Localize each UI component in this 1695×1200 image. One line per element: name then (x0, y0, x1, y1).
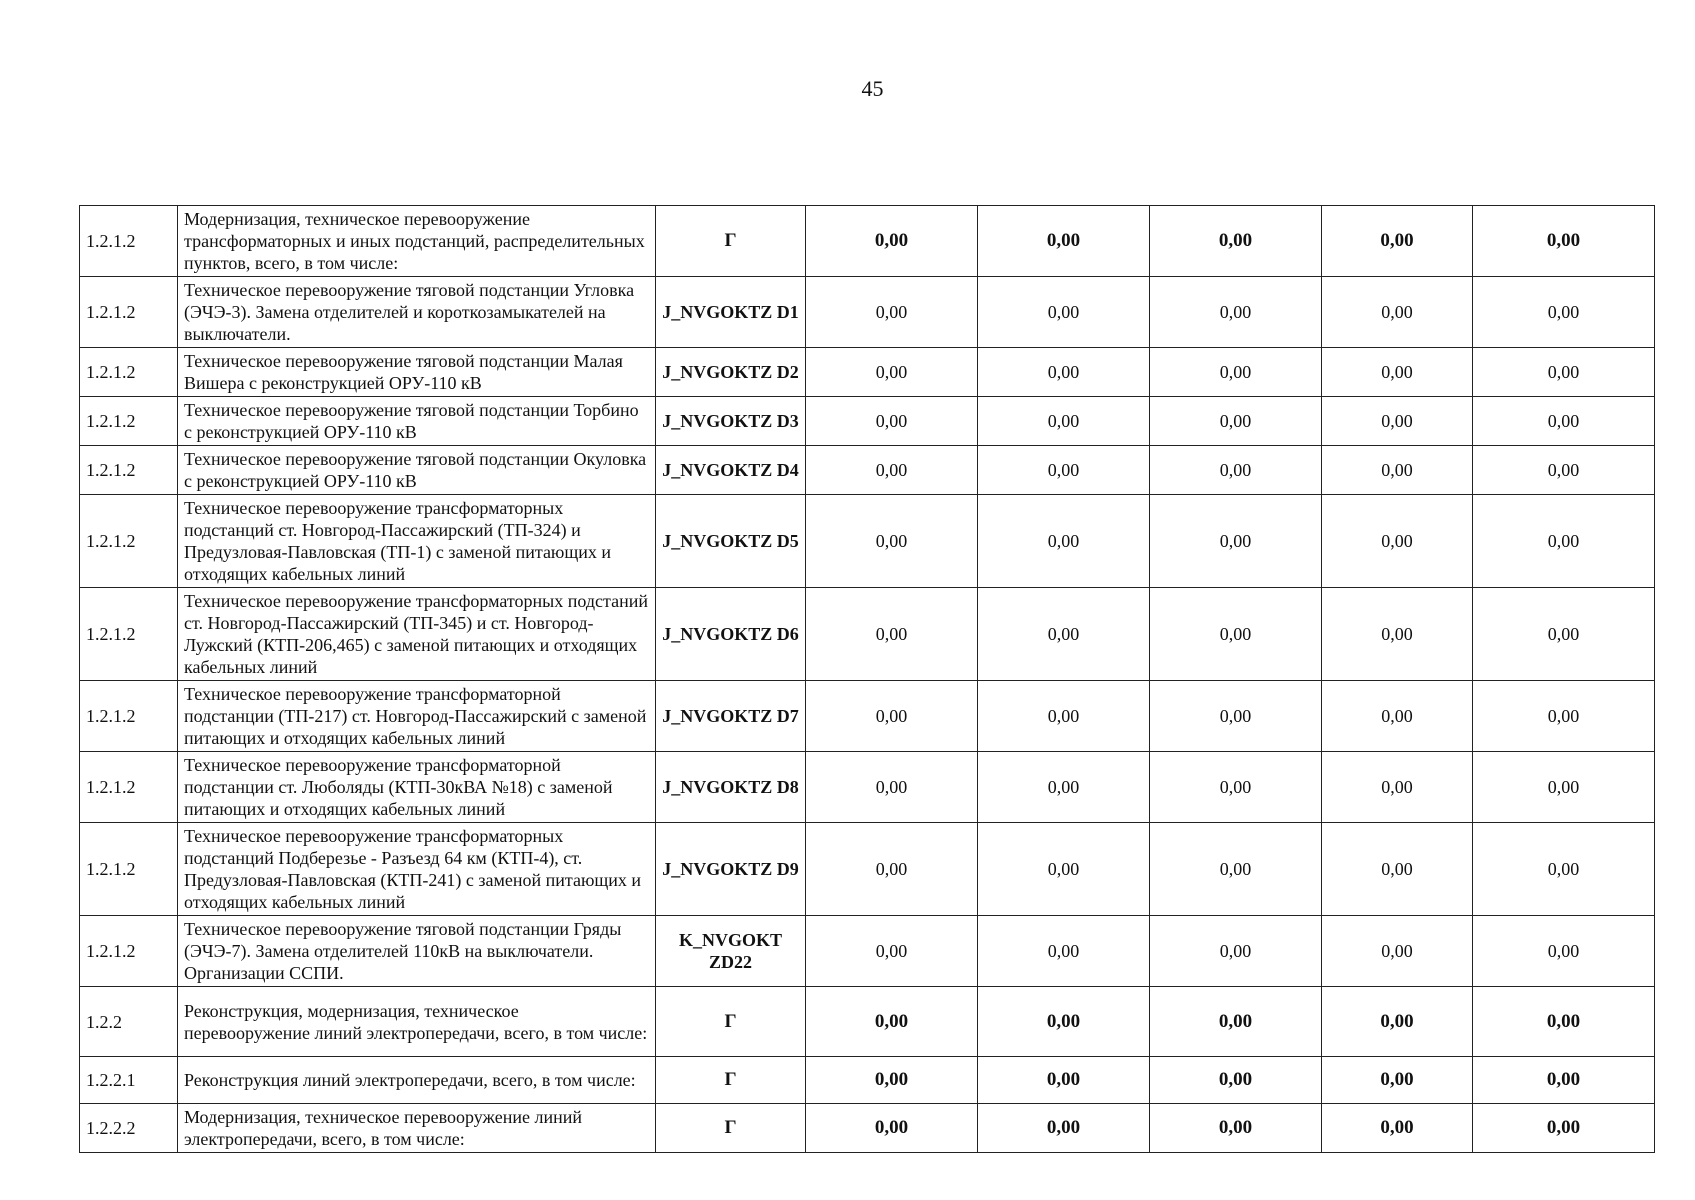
row-value-3: 0,00 (1150, 206, 1322, 277)
table-row (80, 206, 1655, 277)
row-value-2: 0,00 (978, 206, 1150, 277)
row-value-1: 0,00 (806, 987, 978, 1057)
table-row (80, 823, 1655, 916)
row-identifier: J_NVGOKTZ D7 (656, 681, 806, 752)
table-row (80, 752, 1655, 823)
row-value-1: 0,00 (806, 916, 978, 987)
row-value-3: 0,00 (1150, 681, 1322, 752)
row-value-1: 0,00 (806, 588, 978, 681)
row-value-4: 0,00 (1322, 277, 1473, 348)
row-description: Реконструкция линий электропередачи, всего, в том числе: (178, 1057, 656, 1104)
row-description: Модернизация, техническое перевооружение трансформаторных и иных подстанций, распределительных пунктов, всего, в том числе: (178, 206, 656, 277)
row-identifier: Г (656, 1057, 806, 1104)
table-row (80, 916, 1655, 987)
row-value-3: 0,00 (1150, 277, 1322, 348)
row-value-1: 0,00 (806, 1104, 978, 1153)
row-description: Техническое перевооружение тяговой подстанции Торбино с реконструкцией ОРУ-110 кВ (178, 397, 656, 446)
row-description: Техническое перевооружение трансформаторной подстанции ст. Люболяды (КТП-30кВА №18) с заменой питающих и отходящих кабельных линий (178, 752, 656, 823)
table-row (80, 1057, 1655, 1104)
row-value-1: 0,00 (806, 681, 978, 752)
row-value-4: 0,00 (1322, 823, 1473, 916)
row-value-4: 0,00 (1322, 397, 1473, 446)
row-code: 1.2.1.2 (80, 681, 178, 752)
row-value-5: 0,00 (1473, 752, 1655, 823)
row-value-2: 0,00 (978, 397, 1150, 446)
row-value-4: 0,00 (1322, 752, 1473, 823)
row-identifier: Г (656, 987, 806, 1057)
row-value-5: 0,00 (1473, 277, 1655, 348)
row-identifier: Г (656, 1104, 806, 1153)
row-identifier: J_NVGOKTZ D3 (656, 397, 806, 446)
row-value-4: 0,00 (1322, 1057, 1473, 1104)
row-value-2: 0,00 (978, 1057, 1150, 1104)
row-identifier: J_NVGOKTZ D9 (656, 823, 806, 916)
row-code: 1.2.1.2 (80, 446, 178, 495)
row-value-2: 0,00 (978, 823, 1150, 916)
row-description: Техническое перевооружение трансформаторной подстанции (ТП-217) ст. Новгород-Пассажирский с заменой питающих и отходящих кабельных линий (178, 681, 656, 752)
row-value-4: 0,00 (1322, 916, 1473, 987)
row-value-4: 0,00 (1322, 348, 1473, 397)
row-value-2: 0,00 (978, 446, 1150, 495)
row-value-5: 0,00 (1473, 446, 1655, 495)
row-description: Техническое перевооружение трансформаторных подстаний ст. Новгород-Пассажирский (ТП-345) и ст. Новгород-Лужский (КТП-206,465) с заменой питающих и отходящих кабельных линий (178, 588, 656, 681)
row-code: 1.2.1.2 (80, 495, 178, 588)
row-value-5: 0,00 (1473, 495, 1655, 588)
row-value-2: 0,00 (978, 495, 1150, 588)
row-code: 1.2.1.2 (80, 348, 178, 397)
row-identifier: K_NVGOKT ZD22 (656, 916, 806, 987)
row-code: 1.2.1.2 (80, 752, 178, 823)
row-value-3: 0,00 (1150, 588, 1322, 681)
row-value-3: 0,00 (1150, 987, 1322, 1057)
row-value-3: 0,00 (1150, 916, 1322, 987)
row-code: 1.2.1.2 (80, 916, 178, 987)
table-row (80, 588, 1655, 681)
investment-table (79, 205, 1655, 1153)
row-description: Техническое перевооружение тяговой подстанции Малая Вишера с реконструкцией ОРУ-110 кВ (178, 348, 656, 397)
row-value-5: 0,00 (1473, 206, 1655, 277)
row-value-2: 0,00 (978, 1104, 1150, 1153)
row-value-3: 0,00 (1150, 495, 1322, 588)
row-code: 1.2.1.2 (80, 277, 178, 348)
row-value-2: 0,00 (978, 588, 1150, 681)
row-value-2: 0,00 (978, 752, 1150, 823)
row-value-5: 0,00 (1473, 681, 1655, 752)
table-row (80, 1104, 1655, 1153)
table-row (80, 495, 1655, 588)
row-code: 1.2.1.2 (80, 206, 178, 277)
row-value-5: 0,00 (1473, 397, 1655, 446)
row-value-3: 0,00 (1150, 348, 1322, 397)
row-identifier: J_NVGOKTZ D6 (656, 588, 806, 681)
row-value-1: 0,00 (806, 446, 978, 495)
row-code: 1.2.1.2 (80, 588, 178, 681)
row-identifier: J_NVGOKTZ D4 (656, 446, 806, 495)
row-identifier: J_NVGOKTZ D8 (656, 752, 806, 823)
row-value-2: 0,00 (978, 348, 1150, 397)
table-row (80, 681, 1655, 752)
row-value-3: 0,00 (1150, 752, 1322, 823)
row-description: Техническое перевооружение трансформаторных подстанций Подберезье - Разъезд 64 км (КТП-4), ст. Предузловая-Павловская (КТП-241) с заменой питающих и отходящих кабельных линий (178, 823, 656, 916)
table-row (80, 348, 1655, 397)
row-value-5: 0,00 (1473, 348, 1655, 397)
page-number: 45 (861, 76, 884, 101)
row-value-4: 0,00 (1322, 1104, 1473, 1153)
table-row (80, 987, 1655, 1057)
row-description: Техническое перевооружение тяговой подстанции Угловка (ЭЧЭ-3). Замена отделителей и короткозамыкателей на выключатели. (178, 277, 656, 348)
row-value-1: 0,00 (806, 495, 978, 588)
row-code: 1.2.2 (80, 987, 178, 1057)
row-code: 1.2.2.1 (80, 1057, 178, 1104)
row-value-1: 0,00 (806, 1057, 978, 1104)
row-identifier: Г (656, 206, 806, 277)
row-value-5: 0,00 (1473, 823, 1655, 916)
row-value-5: 0,00 (1473, 588, 1655, 681)
row-code: 1.2.1.2 (80, 823, 178, 916)
row-value-5: 0,00 (1473, 987, 1655, 1057)
row-value-4: 0,00 (1322, 206, 1473, 277)
row-identifier: J_NVGOKTZ D1 (656, 277, 806, 348)
row-value-2: 0,00 (978, 916, 1150, 987)
table-row (80, 277, 1655, 348)
row-value-5: 0,00 (1473, 1057, 1655, 1104)
row-value-1: 0,00 (806, 206, 978, 277)
row-value-4: 0,00 (1322, 681, 1473, 752)
row-value-3: 0,00 (1150, 446, 1322, 495)
row-value-5: 0,00 (1473, 1104, 1655, 1153)
row-code: 1.2.2.2 (80, 1104, 178, 1153)
row-value-4: 0,00 (1322, 987, 1473, 1057)
row-identifier: J_NVGOKTZ D2 (656, 348, 806, 397)
row-value-4: 0,00 (1322, 588, 1473, 681)
row-value-4: 0,00 (1322, 446, 1473, 495)
table-row (80, 446, 1655, 495)
row-description: Техническое перевооружение трансформаторных подстанций ст. Новгород-Пассажирский (ТП-324) и Предузловая-Павловская (ТП-1) с заменой питающих и отходящих кабельных линий (178, 495, 656, 588)
row-value-2: 0,00 (978, 277, 1150, 348)
row-value-2: 0,00 (978, 681, 1150, 752)
row-value-1: 0,00 (806, 752, 978, 823)
row-description: Техническое перевооружение тяговой подстанции Гряды (ЭЧЭ-7). Замена отделителей 110кВ на выключатели. Организации ССПИ. (178, 916, 656, 987)
row-description: Реконструкция, модернизация, техническое перевооружение линий электропередачи, всего, в том числе: (178, 987, 656, 1057)
row-value-1: 0,00 (806, 348, 978, 397)
table-row (80, 397, 1655, 446)
row-value-3: 0,00 (1150, 1104, 1322, 1153)
row-description: Модернизация, техническое перевооружение линий электропередачи, всего, в том числе: (178, 1104, 656, 1153)
row-identifier: J_NVGOKTZ D5 (656, 495, 806, 588)
row-value-2: 0,00 (978, 987, 1150, 1057)
row-code: 1.2.1.2 (80, 397, 178, 446)
row-value-1: 0,00 (806, 823, 978, 916)
row-value-3: 0,00 (1150, 1057, 1322, 1104)
row-value-4: 0,00 (1322, 495, 1473, 588)
row-value-1: 0,00 (806, 397, 978, 446)
row-value-3: 0,00 (1150, 823, 1322, 916)
row-value-3: 0,00 (1150, 397, 1322, 446)
row-description: Техническое перевооружение тяговой подстанции Окуловка с реконструкцией ОРУ-110 кВ (178, 446, 656, 495)
row-value-5: 0,00 (1473, 916, 1655, 987)
row-value-1: 0,00 (806, 277, 978, 348)
